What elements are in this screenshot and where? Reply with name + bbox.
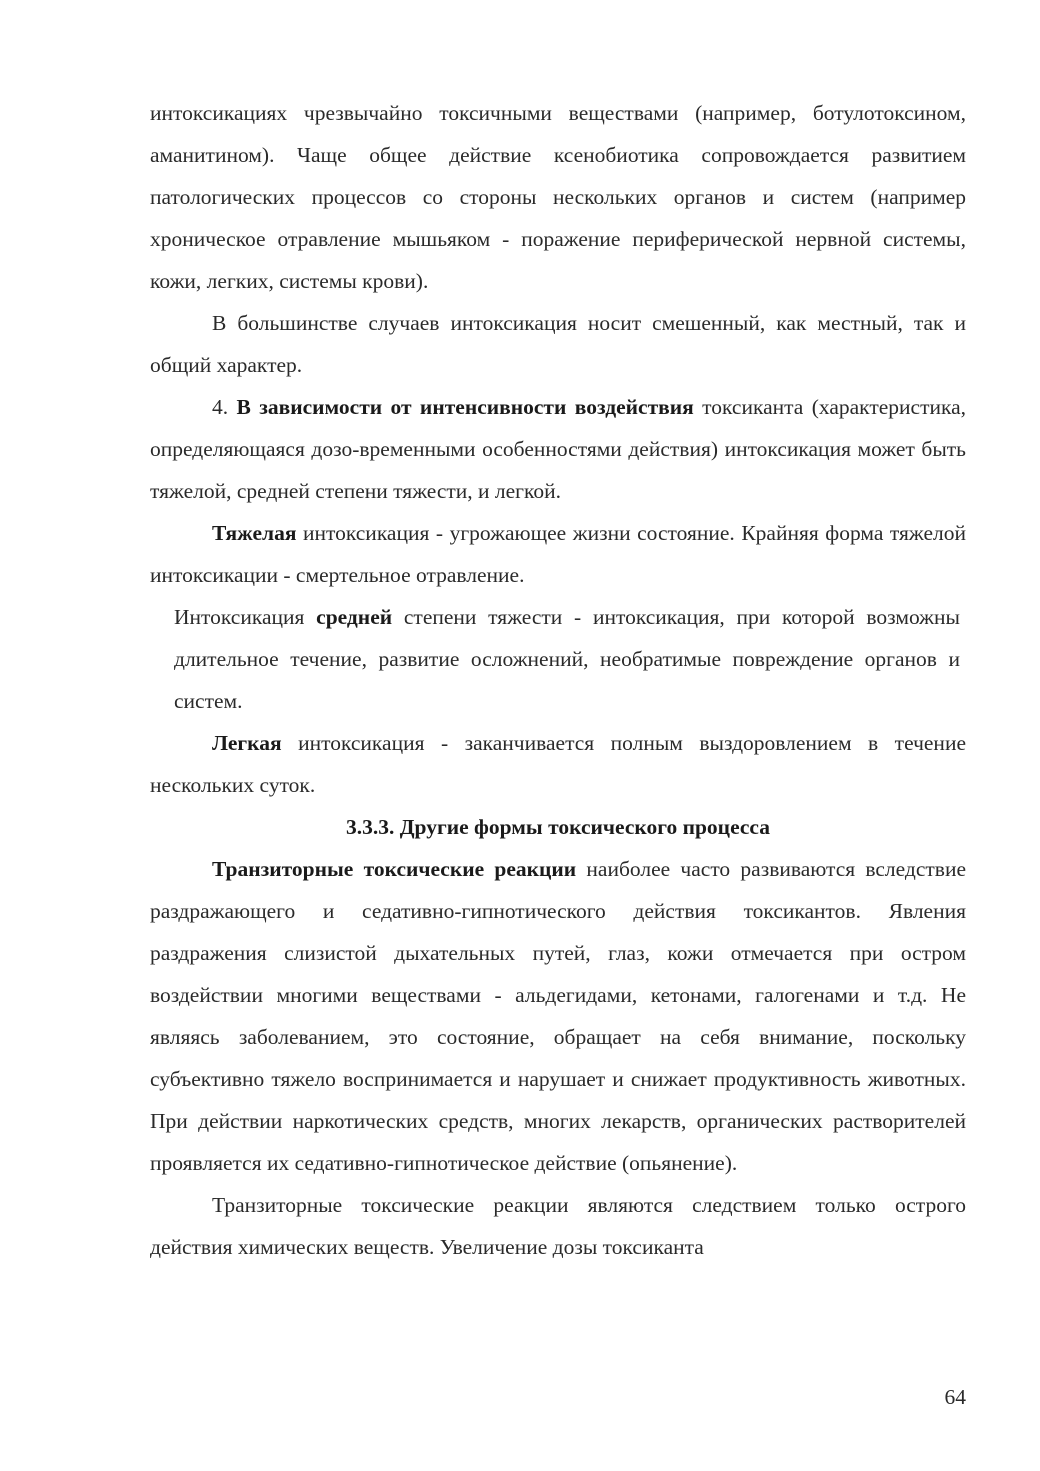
paragraph-3-prefix: 4.: [212, 395, 237, 419]
paragraph-6-rest: интоксикация - заканчивается полным выздоровлением в течение нескольких суток.: [150, 731, 966, 797]
paragraph-2: [150, 302, 966, 386]
page-body: [150, 92, 966, 1268]
paragraph-5-bold: средней: [316, 605, 393, 629]
paragraph-5: [174, 596, 960, 722]
paragraph-2-text: В большинстве случаев интоксикация носит смешенный, как местный, так и общий характер.: [150, 311, 966, 377]
paragraph-7-rest: наиболее часто развиваются вследствие раздражающего и седативно-гипнотического действия токсикантов. Явления раздражения слизистой дыхательных путей, глаз, кожи отмечается при остром воздействии многими веществами - альдегидами, кетонами, галогенами и т.д. Не являясь заболеванием, это состояние, обращает на себя внимание, поскольку субъективно тяжело воспринимается и нарушает и снижает продуктивность животных. При действии наркотических средств, многих лекарств, органических растворителей проявляется их седативно-гипнотическое действие (опьянение).: [150, 857, 966, 1175]
paragraph-3-rest: токсиканта (характеристика, определяющаяся дозо-временными особенностями действия) интоксикация может быть тяжелой, средней степени тяжести, и легкой.: [150, 395, 967, 503]
paragraph-7: [150, 848, 966, 1184]
paragraph-1-text: интоксикациях чрезвычайно токсичными веществами (например, ботулотоксином, аманитином). Чаще общее действие ксенобиотика сопровождается развитием патологических процессов со стороны нескольких органов и систем (например хроническое отравление мышьяком - поражение периферической нервной системы, кожи, легких, системы крови).: [150, 101, 966, 293]
paragraph-4: [150, 512, 966, 596]
paragraph-6: [150, 722, 966, 806]
paragraph-7-bold: Транзиторные токсические реакции: [212, 857, 577, 881]
paragraph-3: [150, 386, 966, 512]
paragraph-8: [150, 1184, 966, 1268]
paragraph-5-pre: Интоксикация: [174, 605, 317, 629]
paragraph-8-text: Транзиторные токсические реакции являются следствием только острого действия химических веществ. Увеличение дозы токсиканта: [150, 1193, 966, 1259]
section-heading: 3.3.3. Другие формы токсического процесса: [346, 815, 770, 839]
paragraph-4-bold: Тяжелая: [212, 521, 297, 545]
page-number: 64: [944, 1385, 966, 1409]
paragraph-5-rest: степени тяжести - интоксикация, при которой возможны длительное течение, развитие осложнений, необратимые повреждение органов и систем.: [174, 605, 960, 713]
paragraph-4-rest: интоксикация - угрожающее жизни состояние. Крайняя форма тяжелой интоксикации - смертельное отравление.: [150, 521, 966, 587]
paragraph-6-bold: Легкая: [212, 731, 282, 755]
paragraph-3-bold: В зависимости от интенсивности воздействия: [236, 395, 694, 419]
paragraph-1: [150, 92, 966, 302]
